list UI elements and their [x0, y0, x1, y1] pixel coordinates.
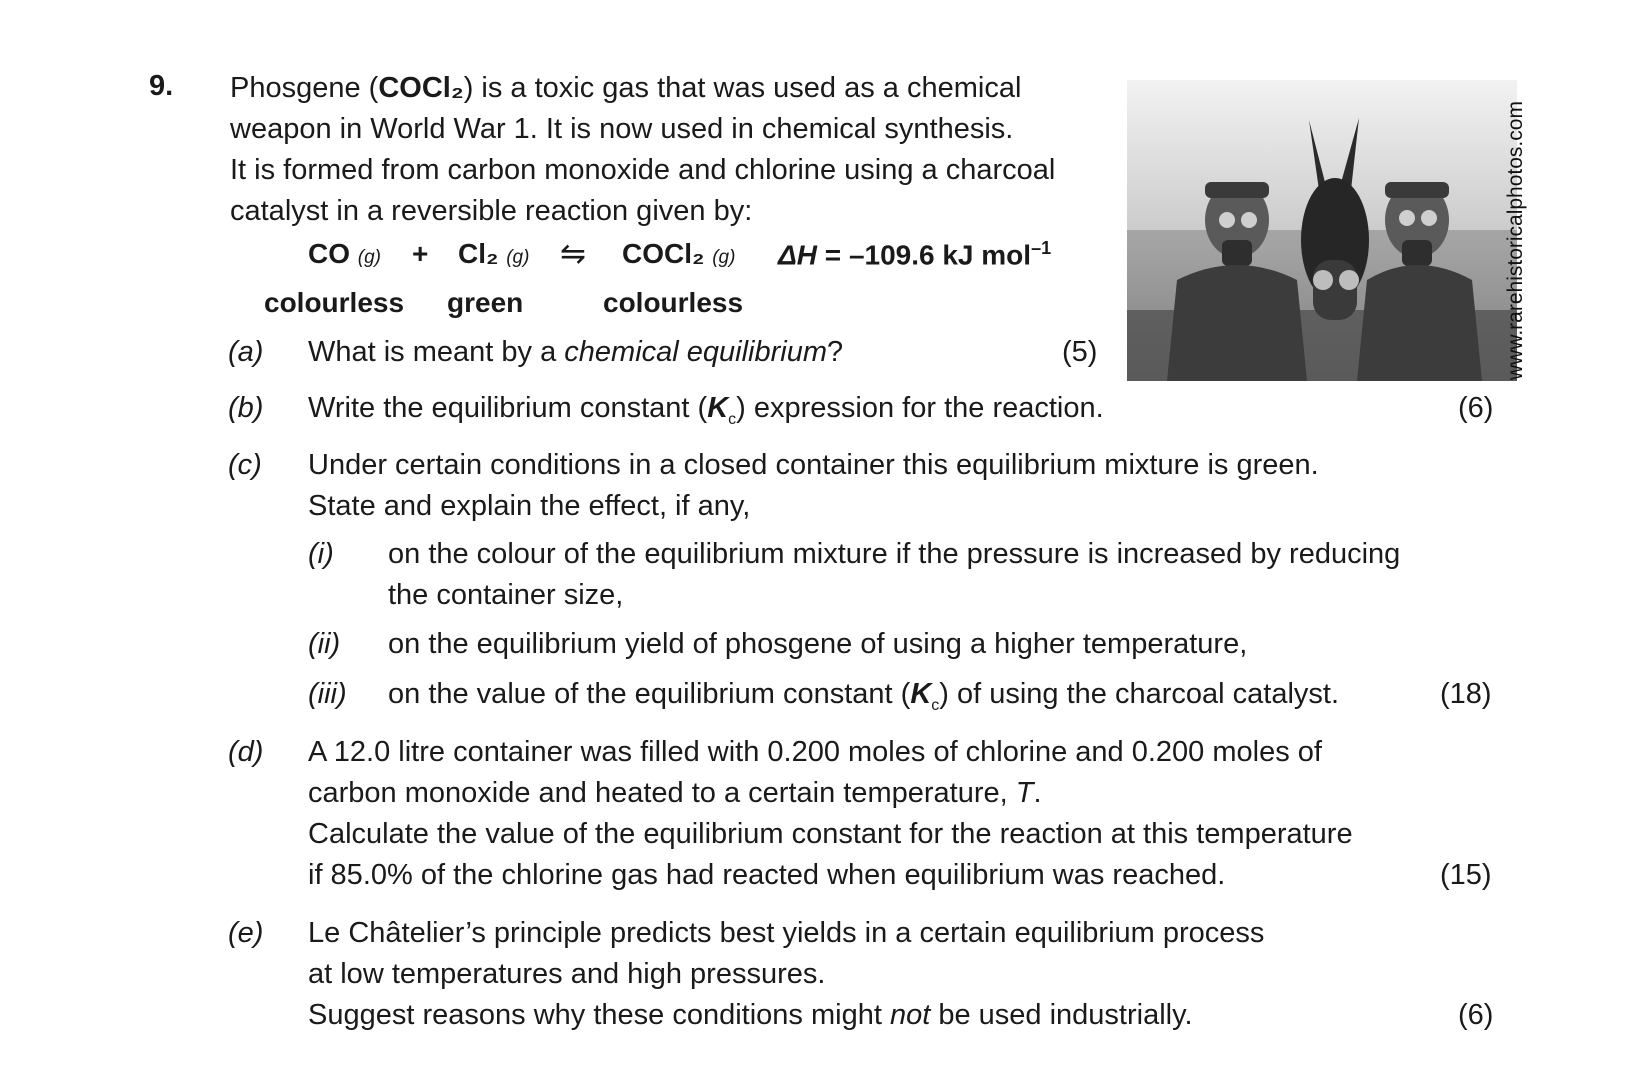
colour-cocl2: colourless — [603, 287, 744, 318]
part-c-ii-line-1: on the equilibrium yield of phosgene of using a higher temperature, — [388, 628, 1248, 660]
intro-text: Phosgene ( — [230, 72, 379, 104]
equation-plus: + — [412, 238, 429, 269]
part-b-label: (b) — [228, 392, 264, 424]
intro-line-3: It is formed from carbon monoxide and chlorine using a charcoal — [230, 154, 1056, 186]
intro-line-4: catalyst in a reversible reaction given by: — [230, 195, 753, 227]
part-a-text-plain: ? — [827, 336, 844, 368]
colour-cl2: green — [447, 287, 524, 318]
part-a-text-plain: What is meant by a — [308, 336, 565, 368]
photo-illustration — [1127, 80, 1517, 381]
equation-cocl2 — [622, 238, 735, 270]
part-a-term: chemical equilibrium — [564, 336, 827, 368]
part-c-i-line-2: the container size, — [388, 579, 624, 611]
image-credit: www.rarehistoricalphotos.com — [1504, 101, 1527, 380]
part-d-text-plain: carbon monoxide and heated to a certain temperature, — [308, 777, 1016, 809]
part-c-ii-label: (ii) — [308, 628, 341, 660]
question-number: 9. — [149, 70, 174, 102]
intro-line-2: weapon in World War 1. It is now used in chemical synthesis. — [230, 113, 1014, 145]
part-c-iii-text-plain: ) of using the charcoal catalyst. — [939, 678, 1340, 710]
part-d-line-1: A 12.0 litre container was filled with 0.200 moles of chlorine and 0.200 moles of — [308, 736, 1322, 768]
kc-symbol: K — [707, 392, 729, 424]
part-b-text-plain: ) expression for the reaction. — [736, 392, 1104, 424]
intro-line-1 — [230, 68, 1021, 109]
state-symbol: (g) — [506, 247, 530, 268]
part-e-text-plain: be used industrially. — [930, 999, 1193, 1031]
intro-text: ) is a toxic gas that was used as a chemical — [463, 72, 1022, 104]
part-d-line-2 — [308, 773, 1042, 814]
soldiers-gas-masks-photo — [1127, 80, 1517, 381]
part-b-text-plain: Write the equilibrium constant ( — [308, 392, 708, 424]
part-c-line-2: State and explain the effect, if any, — [308, 490, 751, 522]
co-formula: CO — [308, 238, 350, 269]
delta-h-value: = –109.6 kJ mol — [817, 239, 1032, 271]
part-d-label: (d) — [228, 736, 264, 768]
part-c-marks: (18) — [1440, 678, 1492, 710]
part-d-text-plain: . — [1033, 777, 1042, 809]
part-e-line-3 — [308, 995, 1193, 1036]
part-c-i-label: (i) — [308, 538, 334, 570]
part-a-text — [308, 332, 843, 373]
kc-subscript: c — [931, 696, 940, 714]
equation-co — [308, 238, 381, 270]
delta-h-symbol: ΔH — [778, 239, 818, 271]
equilibrium-arrow-icon: ⇋ — [560, 236, 586, 271]
part-d-line-4: if 85.0% of the chlorine gas had reacted when equilibrium was reached. — [308, 859, 1226, 891]
part-c-iii-text — [388, 674, 1339, 726]
part-c-line-1: Under certain conditions in a closed container this equilibrium mixture is green. — [308, 449, 1319, 481]
state-symbol: (g) — [357, 247, 382, 268]
part-d-line-3: Calculate the value of the equilibrium constant for the reaction at this temperature — [308, 818, 1353, 850]
part-c-iii-text-plain: on the value of the equilibrium constant ( — [388, 678, 911, 710]
part-c-i-line-1: on the colour of the equilibrium mixture if the pressure is increased by reducing — [388, 538, 1401, 570]
part-a-marks: (5) — [1062, 336, 1098, 368]
part-b-marks: (6) — [1458, 392, 1494, 424]
part-a-label: (a) — [228, 336, 264, 368]
part-e-text-plain: Suggest reasons why these conditions might — [308, 999, 890, 1031]
enthalpy-change — [778, 238, 1051, 271]
emphasis-not: not — [889, 999, 931, 1031]
cl2-formula: Cl₂ — [458, 238, 499, 269]
phosgene-formula: COCl₂ — [378, 72, 464, 104]
part-d-marks: (15) — [1440, 859, 1492, 891]
part-e-marks: (6) — [1458, 999, 1494, 1031]
state-symbol: (g) — [712, 247, 736, 268]
part-e-line-1: Le Châtelier’s principle predicts best yields in a certain equilibrium process — [308, 917, 1265, 949]
unit-exponent: –1 — [1031, 238, 1052, 258]
kc-symbol: K — [910, 678, 932, 710]
colour-co: colourless — [264, 287, 405, 318]
part-c-label: (c) — [228, 449, 262, 481]
part-b-text — [308, 388, 1104, 440]
part-c-iii-label: (iii) — [308, 678, 347, 710]
part-e-label: (e) — [228, 917, 264, 949]
kc-subscript: c — [728, 410, 737, 428]
cocl2-formula: COCl₂ — [622, 238, 705, 269]
equation-cl2 — [458, 238, 529, 270]
temperature-symbol: T — [1015, 777, 1034, 809]
part-e-line-2: at low temperatures and high pressures. — [308, 958, 826, 990]
